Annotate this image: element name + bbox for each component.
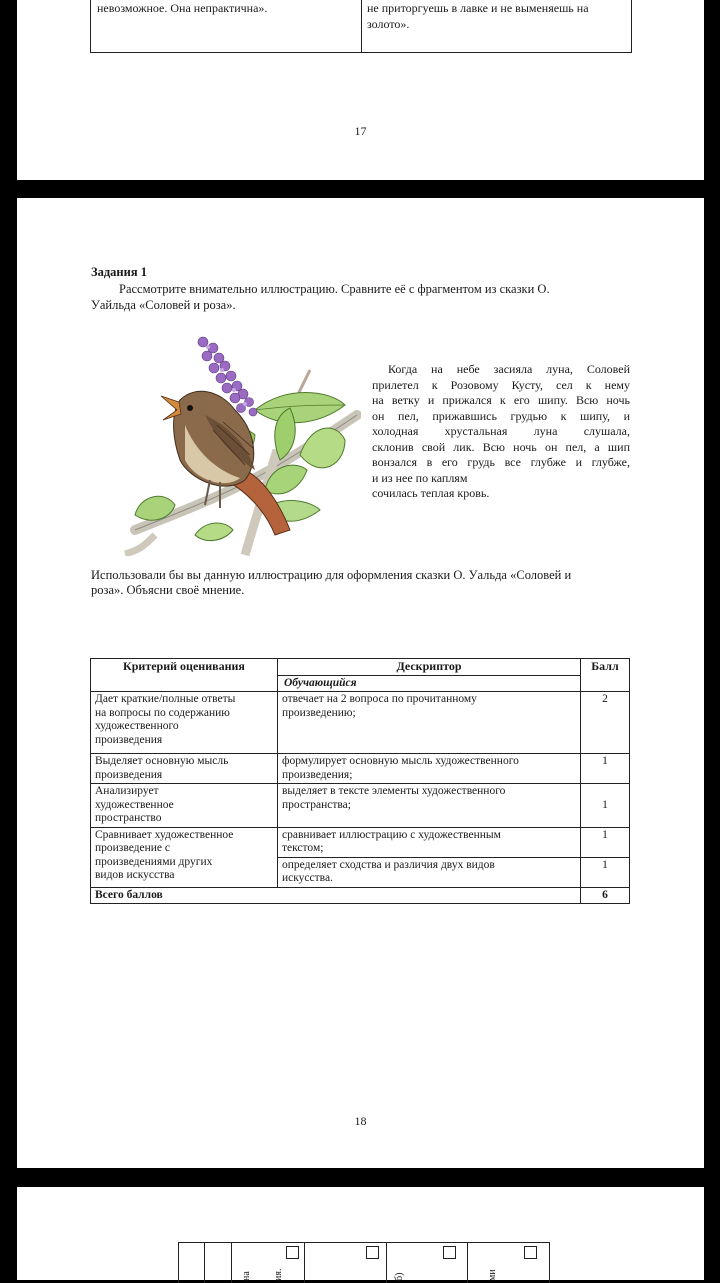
grading-table bbox=[90, 658, 630, 904]
score-cell: 1 bbox=[581, 784, 630, 828]
score-cell: 1 bbox=[581, 754, 630, 784]
page-19-fragment bbox=[17, 1187, 704, 1280]
checkbox-3[interactable] bbox=[443, 1246, 456, 1259]
descriptor-line: произведения; bbox=[282, 768, 353, 781]
question-line-2: роза». Объясни своё мнение. bbox=[91, 583, 245, 597]
rotated-label-3: б) bbox=[394, 1272, 405, 1281]
descriptor-line: формулирует основную мысль художественного bbox=[282, 755, 519, 767]
table-row bbox=[91, 692, 630, 754]
descriptor-line: определяет сходства и различия двух видов bbox=[282, 858, 495, 871]
criterion-line: Сравнивает художественное bbox=[95, 828, 234, 841]
excerpt-line-1: Когда на небе засияла луна, Соловей bbox=[388, 362, 630, 376]
criterion-line: Дает краткие/полные ответы bbox=[95, 693, 236, 705]
rotated-label-1: на bbox=[241, 1271, 252, 1281]
table-header-row bbox=[91, 659, 630, 676]
descriptor-cell bbox=[278, 754, 581, 784]
page-number-18: 18 bbox=[354, 1114, 367, 1128]
nightingale-on-lilac-branch-image bbox=[95, 330, 361, 556]
descriptor-cell bbox=[278, 784, 581, 828]
question-text bbox=[91, 568, 636, 598]
table-row bbox=[91, 784, 630, 828]
top-right-cell bbox=[367, 0, 629, 32]
page-number-17: 17 bbox=[354, 124, 367, 138]
criterion-line: произведение с bbox=[95, 842, 171, 854]
nightingale-illustration bbox=[95, 330, 361, 556]
header-score: Балл bbox=[581, 659, 630, 692]
criterion-cell bbox=[91, 784, 278, 828]
subheader-student: Обучающийся bbox=[278, 675, 581, 692]
top-table-fragment bbox=[90, 0, 632, 53]
descriptor-cell bbox=[278, 827, 581, 857]
score-cell: 1 bbox=[581, 857, 630, 887]
excerpt-line-3: на ветку и прижался к его шипу. Всю ночь bbox=[372, 393, 630, 407]
top-left-cell bbox=[97, 0, 357, 16]
excerpt-line-9: сочилась теплая кровь. bbox=[372, 486, 490, 500]
criterion-cell bbox=[91, 754, 278, 784]
table-row bbox=[91, 754, 630, 784]
criterion-line: произведениями других bbox=[95, 855, 213, 868]
fairy-tale-excerpt bbox=[372, 362, 630, 502]
score-cell: 1 bbox=[581, 827, 630, 857]
criterion-line: художественное bbox=[95, 798, 174, 811]
descriptor-line: текстом; bbox=[282, 842, 324, 854]
criterion-cell bbox=[91, 827, 278, 887]
bottom-table-fragment bbox=[178, 1242, 550, 1283]
excerpt-line-5: холодная хрустальная луна слушала, bbox=[372, 424, 630, 438]
excerpt-line-8: и из нее по каплям bbox=[372, 470, 468, 485]
page-18 bbox=[17, 198, 704, 1168]
top-right-line-2: золото». bbox=[367, 17, 410, 31]
total-label: Всего баллов bbox=[91, 887, 581, 904]
table-total-row bbox=[91, 887, 630, 904]
checkbox-4[interactable] bbox=[524, 1246, 537, 1259]
excerpt-line-6: склонив свой лик. Всю ночь он пел, а шип bbox=[372, 439, 630, 454]
rotated-label-2: ия. bbox=[273, 1268, 284, 1281]
header-descriptor: Дескриптор bbox=[278, 659, 581, 676]
table-row bbox=[91, 827, 630, 857]
task-text-line-2: Уайльда «Соловей и роза». bbox=[91, 298, 236, 312]
descriptor-line: искусства. bbox=[282, 872, 333, 884]
score-cell: 2 bbox=[581, 692, 630, 754]
criterion-line: Выделяет основную мысль bbox=[95, 755, 229, 767]
criterion-line: на вопросы по содержанию bbox=[95, 706, 230, 719]
descriptor-line: выделяет в тексте элементы художественного bbox=[282, 785, 506, 797]
header-criterion: Критерий оценивания bbox=[91, 659, 278, 692]
descriptor-cell bbox=[278, 857, 581, 887]
criterion-line: художественного bbox=[95, 720, 179, 732]
criterion-line: Анализирует bbox=[95, 785, 159, 797]
criterion-line: произведения bbox=[95, 768, 163, 781]
descriptor-line: произведению; bbox=[282, 706, 356, 719]
task-text-line-1: Рассмотрите внимательно иллюстрацию. Сравните её с фрагментом из сказки О. bbox=[119, 282, 550, 296]
criterion-cell bbox=[91, 692, 278, 754]
descriptor-line: сравнивает иллюстрацию с художественным bbox=[282, 828, 501, 841]
descriptor-line: отвечает на 2 вопроса по прочитанному bbox=[282, 693, 477, 705]
descriptor-cell bbox=[278, 692, 581, 754]
total-score: 6 bbox=[581, 887, 630, 904]
checkbox-1[interactable] bbox=[286, 1246, 299, 1259]
excerpt-line-2: прилетел к Розовому Кусту, сел к нему bbox=[372, 377, 630, 392]
excerpt-line-7: вонзался в его грудь все глубже и глубже, bbox=[372, 455, 630, 469]
rotated-label-4: ми bbox=[487, 1269, 498, 1281]
top-right-line-1: не приторгуешь в лавке и не выменяешь на bbox=[367, 1, 589, 15]
page-17 bbox=[17, 0, 704, 180]
excerpt-line-4: он пел, прижавшись грудью к шипу, и bbox=[372, 408, 630, 423]
top-left-line-1: невозможное. Она непрактична». bbox=[97, 1, 268, 15]
checkbox-2[interactable] bbox=[366, 1246, 379, 1259]
criterion-line: произведения bbox=[95, 733, 163, 746]
criterion-line: пространство bbox=[95, 812, 162, 824]
question-line-1: Использовали бы вы данную иллюстрацию для оформления сказки О. Уальда «Соловей и bbox=[91, 568, 572, 582]
task-title: Задания 1 bbox=[91, 265, 147, 279]
descriptor-line: пространства; bbox=[282, 798, 351, 811]
criterion-line: видов искусства bbox=[95, 869, 175, 881]
